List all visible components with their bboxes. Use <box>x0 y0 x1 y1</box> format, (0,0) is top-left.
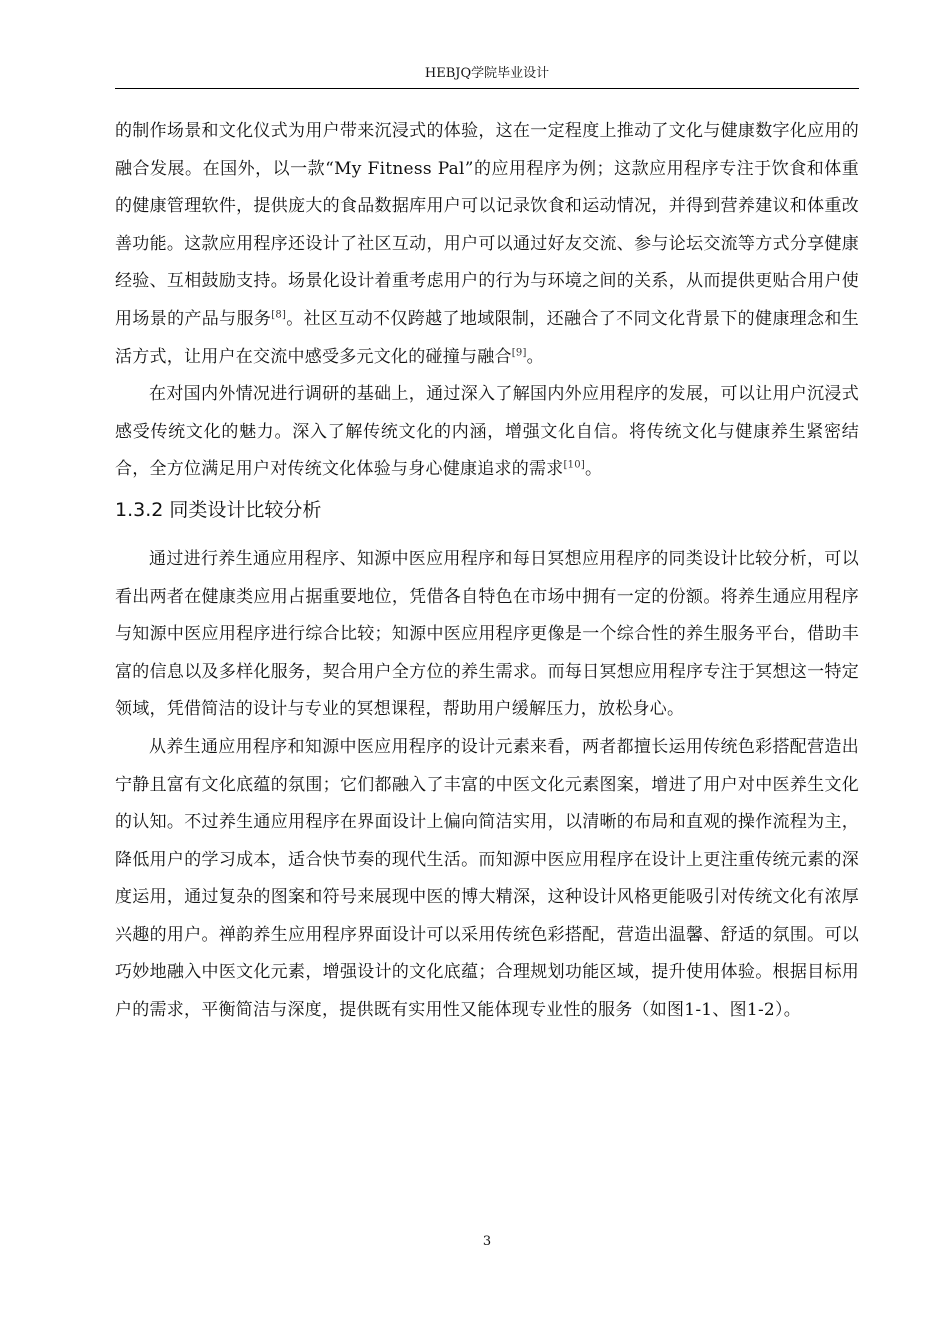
citation-9[interactable]: [9] <box>511 346 527 358</box>
running-header: HEBJQ学院毕业设计 <box>424 66 550 81</box>
paragraph-end: 。 <box>526 346 544 367</box>
paragraph-end: 。 <box>585 459 603 480</box>
page-number: 3 <box>482 1234 492 1249</box>
body-paragraph-4 <box>115 729 859 1030</box>
header-rule <box>115 88 859 89</box>
citation-8[interactable]: [8] <box>271 309 287 321</box>
body-paragraph-3 <box>115 541 859 729</box>
paragraph-text: 的制作场景和文化仪式为用户带来沉浸式的体验，这在一定程度上推动了文化与健康数字化应用的融合发展。在国外，以一款“My Fitness Pal”的应用程序为例；这款应用程序专注于饮食和体重的健康管理软件，提供庞大的食品数据库用户可以记录饮食和运动情况，并得到营养建议和体重改善功能。这款应用程序还设计了社区互动，用户可以通过好友交流、参与论坛交流等方式分享健康经验、互相鼓励支持。场景化设计着重考虑用户的行为与环境之间的关系，从而提供更贴合用户使用场景的产品与服务 <box>115 121 859 329</box>
body-paragraph-2 <box>115 376 859 489</box>
paragraph-text: 通过进行养生通应用程序、知源中医应用程序和每日冥想应用程序的同类设计比较分析，可以看出两者在健康类应用占据重要地位，凭借各自特色在市场中拥有一定的份额。将养生通应用程序与知源中医应用程序进行综合比较；知源中医应用程序更像是一个综合性的养生服务平台，借助丰富的信息以及多样化服务，契合用户全方位的养生需求。而每日冥想应用程序专注于冥想这一特定领域，凭借简洁的设计与专业的冥想课程，帮助用户缓解压力，放松身心。 <box>115 548 859 720</box>
citation-10[interactable]: [10] <box>563 459 586 471</box>
body-paragraph-1 <box>115 113 859 376</box>
paragraph-text: 从养生通应用程序和知源中医应用程序的设计元素来看，两者都擅长运用传统色彩搭配营造出宁静且富有文化底蕴的氛围；它们都融入了丰富的中医文化元素图案，增进了用户对中医养生文化的认知。不过养生通应用程序在界面设计上偏向简洁实用，以清晰的布局和直观的操作流程为主，降低用户的学习成本，适合快节奏的现代生活。而知源中医应用程序在设计上更注重传统元素的深度运用，通过复杂的图案和符号来展现中医的博大精深，这种设计风格更能吸引对传统文化有浓厚兴趣的用户。禅韵养生应用程序界面设计可以采用传统色彩搭配，营造出温馨、舒适的氛围。可以巧妙地融入中医文化元素，增强设计的文化底蕴；合理规划功能区域，提升使用体验。根据目标用户的需求，平衡简洁与深度，提供既有实用性又能体现专业性的服务（如图1-1、图1-2）。 <box>115 736 859 1021</box>
paragraph-text: 在对国内外情况进行调研的基础上，通过深入了解国内外应用程序的发展，可以让用户沉浸式感受传统文化的魅力。深入了解传统文化的内涵，增强文化自信。将传统文化与健康养生紧密结合，全方位满足用户对传统文化体验与身心健康追求的需求 <box>115 384 859 480</box>
section-heading: 1.3.2 同类设计比较分析 <box>115 498 322 521</box>
paragraph-text: 。社区互动不仅跨越了地域限制，还融合了不同文化背景下的健康理念和生活方式，让用户在交流中感受多元文化的碰撞与融合 <box>115 308 860 367</box>
page-body <box>115 113 859 1030</box>
